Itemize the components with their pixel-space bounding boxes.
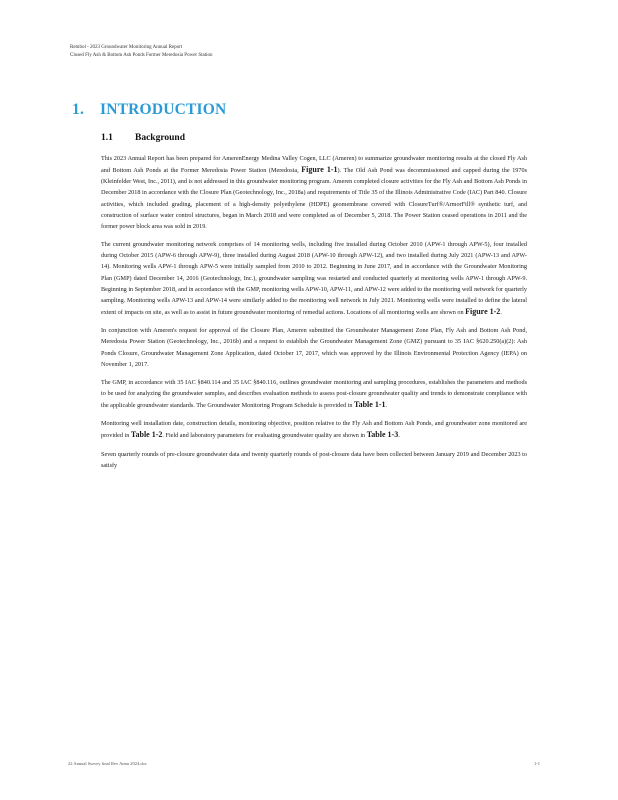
header-line-2: Closed Fly Ash & Bottom Ash Ponds Former Meredosia Power Station bbox=[70, 53, 213, 58]
paragraph-text: Monitoring well installation date, construction details, monitoring objective, position relative to the Fly Ash and Bottom Ash Ponds, and groundwater zone monitored are provided in bbox=[101, 420, 527, 440]
paragraph-text: . Field and laboratory parameters for evaluating groundwater quality are shown in bbox=[162, 432, 366, 440]
paragraph-text: In conjunction with Ameren's request for approval of the Closure Plan, Ameren submitted the Groundwater Management Zone Plan, Fly Ash and Bottom Ash Pond, Meredosia Power Station (Geotechnology, Inc., 2016b) and a request to establish the Groundwater Management Zone (GMZ) pursuant to 35 IAC §620.250(a)(2): Ash Ponds Closure, Groundwater Management Zone Application, dated October 17, 2017, which was approved by the Illinois Environmental Protection Agency (IEPA) on November 1, 2017. bbox=[101, 327, 527, 368]
paragraph-well-details bbox=[101, 418, 527, 441]
paragraph-monitoring-network bbox=[101, 239, 527, 318]
paragraph-gmp bbox=[101, 377, 527, 411]
header-line-1: Rembol - 2023 Groundwater Monitoring Annual Report bbox=[70, 45, 183, 50]
page-number: 1-1 bbox=[534, 761, 540, 766]
paragraph-gmz bbox=[101, 325, 527, 370]
section-title: INTRODUCTION bbox=[100, 101, 227, 118]
table-reference: Table 1-3 bbox=[366, 430, 399, 440]
paragraph-quarterly-rounds bbox=[101, 449, 527, 471]
paragraph-text: . bbox=[500, 309, 502, 317]
subsection-heading bbox=[101, 133, 185, 143]
paragraph-text: Seven quarterly rounds of pre-closure groundwater data and twenty quarterly rounds of post-closure data have been collected between January 2019 and December 2023 to satisfy bbox=[101, 450, 527, 469]
paragraph-text: The GMP, in accordance with 35 IAC §840.114 and 35 IAC §840.116, outlines groundwater monitoring and sampling procedures, establishes the parameters and methods to be used for analyzing the groundwater samples, and describes evaluation methods to assess post-closure groundwater quality and trends to demonstrate compliance with the applicable groundwater standards. The Groundwater Monitoring Program Schedule is provided in bbox=[101, 378, 527, 410]
subsection-title: Background bbox=[135, 133, 185, 143]
table-reference: Table 1-2 bbox=[130, 430, 163, 440]
footer-document-info: 22 Annual Survey final Rev Annu 2024.doc bbox=[68, 761, 147, 766]
subsection-number: 1.1 bbox=[101, 133, 113, 143]
paragraph-text: This 2023 Annual Report has been prepared for AmerenEnergy Medina Valley Cogen, LLC (Ameren) to summarize groundwater monitoring results at the closed Fly Ash and Bottom Ash Ponds at the Former Meredosia Power Station (Meredosia, bbox=[101, 155, 527, 175]
figure-reference: Figure 1-2 bbox=[465, 307, 501, 317]
paragraph-text: . bbox=[398, 432, 400, 440]
paragraph-text: ). The Old Ash Pond was decommissioned and capped during the 1970s (Kleinfelder West, Inc., 2011), and is not addressed in this groundwater monitoring program. Ameren completed closure activities for the Fly Ash and Bottom Ash Ponds in December 2018 in accordance with the Closure Plan (Geotechnology, Inc., 2018a) and requirements of Title 35 of the Illinois Administrative Code (IAC) Part 840. Closure activities, which included grading, placement of a high-density polyethylene (HDPE) geomembrane covered with ClosureTurf®/ArmorFill® synthetic turf, and construction of surface water control structures, began in March 2018 and were completed as of December 5, 2018. The Power Station ceased operations in 2011 and the former power block area was sold in 2019. bbox=[101, 167, 527, 230]
table-reference: Table 1-1 bbox=[354, 400, 386, 410]
section-heading bbox=[72, 101, 226, 119]
body-text bbox=[101, 153, 527, 478]
running-header bbox=[70, 44, 530, 60]
section-number: 1. bbox=[72, 101, 85, 118]
paragraph-text: The current groundwater monitoring network comprises of 14 monitoring wells, including five installed during October 2010 (APW-1 through APW-5), four installed during October 2015 (APW-6 through APW-9), three installed during August 2018 (APW-10 through APW-12), and two installed during July 2021 (APW-13 and APW-14). Monitoring wells APW-1 through APW-5 were initially sampled from 2010 to 2012. Beginning in June 2017, and in accordance with the Groundwater Monitoring Plan (GMP) dated December 14, 2016 (Geotechnology, Inc.), groundwater sampling was restarted and conducted quarterly at monitoring wells APW-1 through APW-9. Beginning in September 2018, and in accordance with the GMP, monitoring wells APW-10, APW-11, and APW-12 were added to the monitoring well network for quarterly sampling. Monitoring wells APW-13 and APW-14 were similarly added to the monitoring well network in July 2021. Monitoring wells were installed to define the lateral extent of impacts on site, as well as to assist in future groundwater monitoring of remedial actions. Locations of all monitoring wells are shown on bbox=[101, 241, 527, 317]
figure-reference: Figure 1-1 bbox=[301, 165, 338, 175]
page-footer bbox=[68, 761, 540, 766]
paragraph-background bbox=[101, 153, 527, 232]
paragraph-text: . bbox=[385, 402, 388, 410]
